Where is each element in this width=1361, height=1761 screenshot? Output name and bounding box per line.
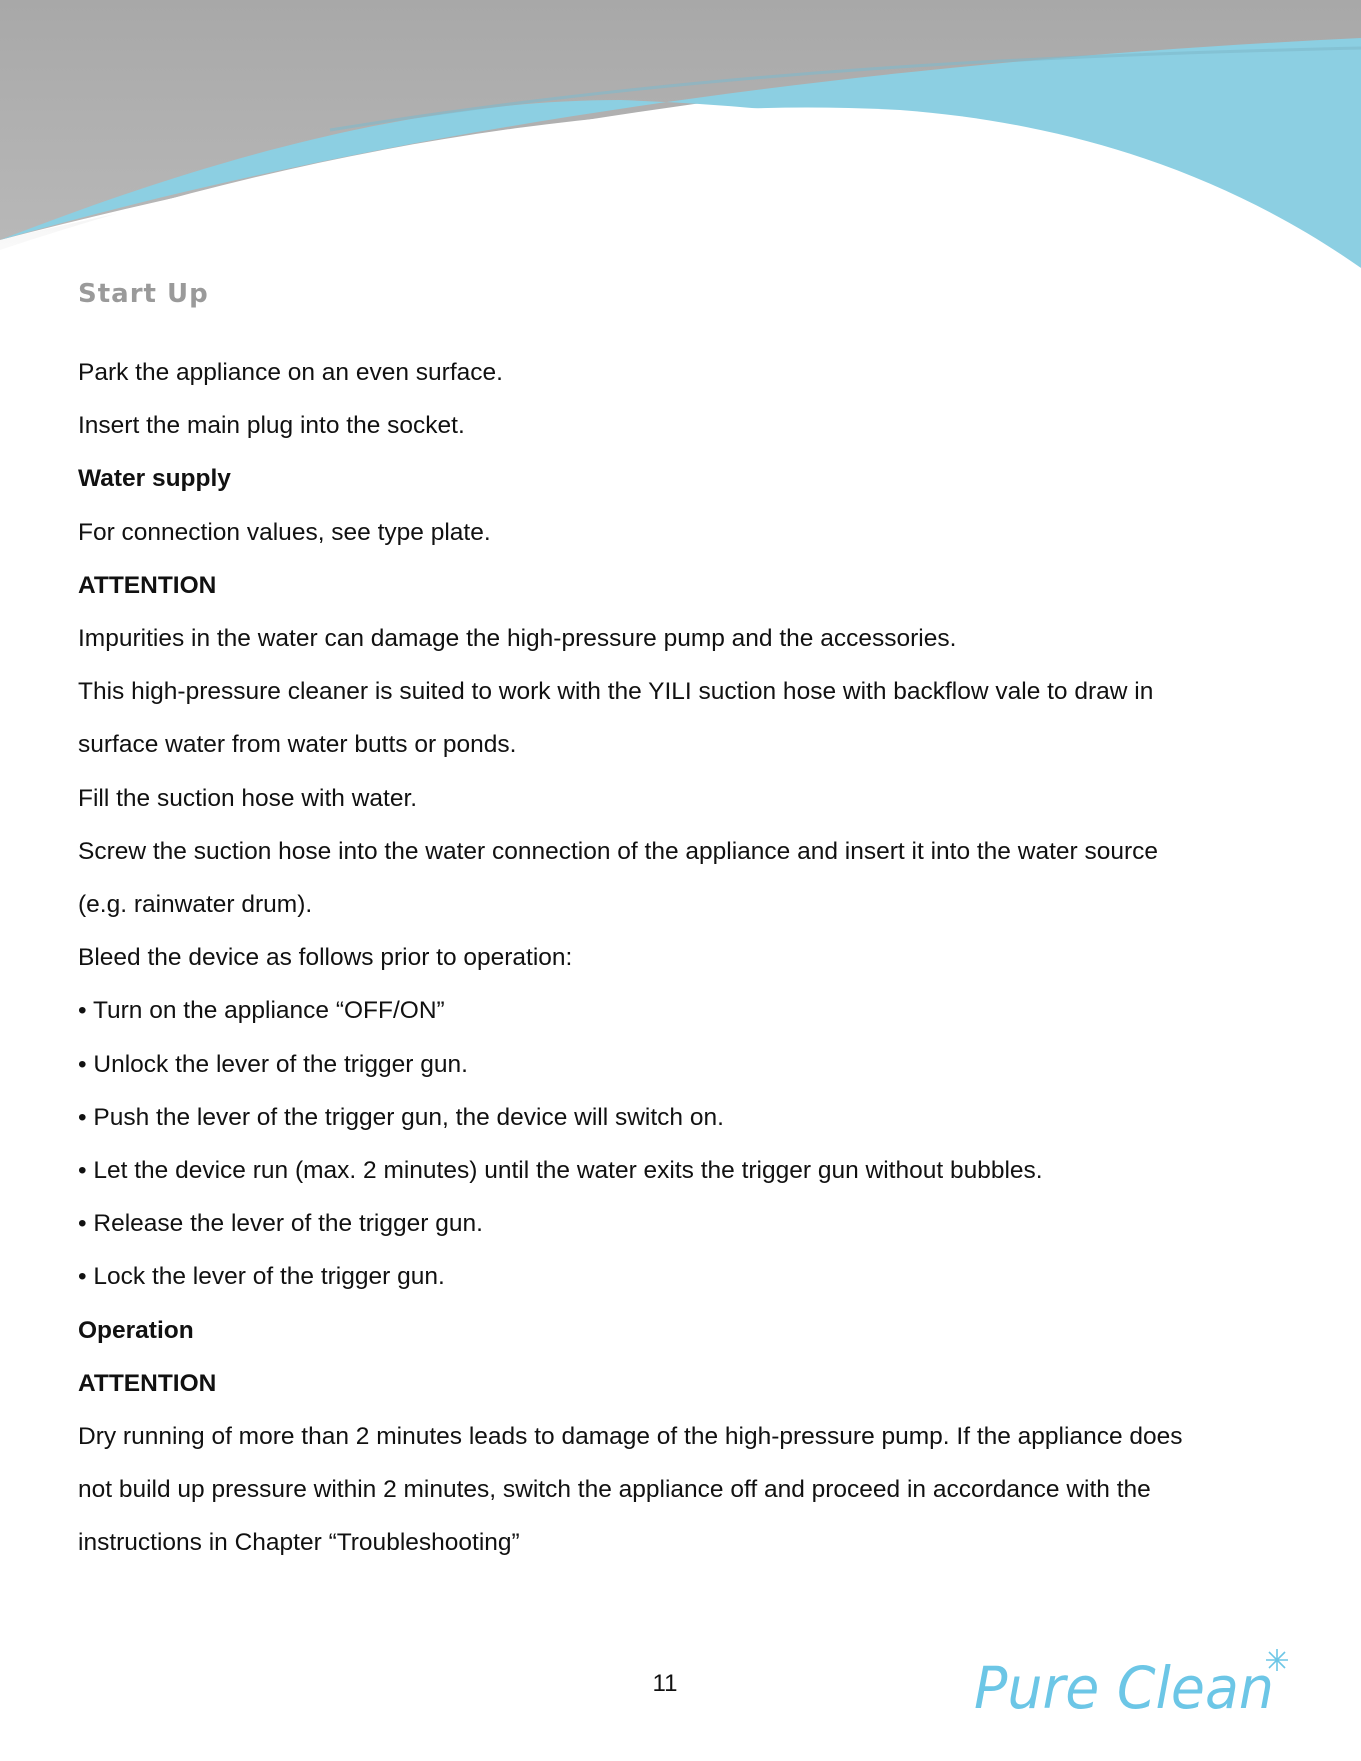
paragraph-line: Fill the suction hose with water. bbox=[78, 784, 418, 812]
paragraph-line: Park the appliance on an even surface. bbox=[78, 359, 503, 386]
sparkle-icon bbox=[1266, 1649, 1288, 1671]
paragraph-line: instructions in Chapter “Troubleshooting” bbox=[78, 1529, 520, 1557]
subheading: Water supply bbox=[78, 465, 231, 493]
header-swoosh bbox=[0, 0, 1361, 300]
paragraph-line: not build up pressure within 2 minutes, switch the appliance off and proceed in accordance with the bbox=[78, 1476, 1151, 1504]
paragraph-line: Screw the suction hose into the water connection of the appliance and insert it into the water source bbox=[78, 837, 1158, 865]
paragraph-line: • Push the lever of the trigger gun, the device will switch on. bbox=[78, 1103, 724, 1131]
paragraph-line: surface water from water butts or ponds. bbox=[78, 731, 517, 759]
paragraph-line: • Turn on the appliance “OFF/ON” bbox=[78, 997, 445, 1025]
subheading: ATTENTION bbox=[78, 1369, 217, 1397]
document-body bbox=[78, 278, 1288, 1570]
subheading: Operation bbox=[78, 1316, 194, 1344]
page-number: 11 bbox=[652, 1670, 678, 1697]
paragraph-line: • Unlock the lever of the trigger gun. bbox=[78, 1050, 468, 1078]
section-title: Start Up bbox=[78, 279, 209, 309]
paragraph-line: • Lock the lever of the trigger gun. bbox=[78, 1263, 445, 1291]
subheading: ATTENTION bbox=[78, 571, 217, 599]
paragraph-line: For connection values, see type plate. bbox=[78, 518, 491, 546]
brand-logo bbox=[970, 1640, 1310, 1720]
paragraph-line: • Release the lever of the trigger gun. bbox=[78, 1210, 483, 1238]
paragraph-line: (e.g. rainwater drum). bbox=[78, 891, 313, 919]
paragraph-line: Dry running of more than 2 minutes leads to damage of the high-pressure pump. If the appliance does bbox=[78, 1423, 1183, 1451]
brand-wordmark: Pure Clean bbox=[974, 1654, 1274, 1720]
text-lines bbox=[78, 346, 1288, 1570]
paragraph-line: Insert the main plug into the socket. bbox=[78, 412, 465, 440]
paragraph-line: Bleed the device as follows prior to operation: bbox=[78, 944, 573, 972]
paragraph-line: Impurities in the water can damage the high-pressure pump and the accessories. bbox=[78, 625, 957, 653]
paragraph-line: This high-pressure cleaner is suited to work with the YILI suction hose with backflow vale to draw in bbox=[78, 678, 1154, 706]
paragraph-line: • Let the device run (max. 2 minutes) until the water exits the trigger gun without bubbles. bbox=[78, 1157, 1043, 1185]
